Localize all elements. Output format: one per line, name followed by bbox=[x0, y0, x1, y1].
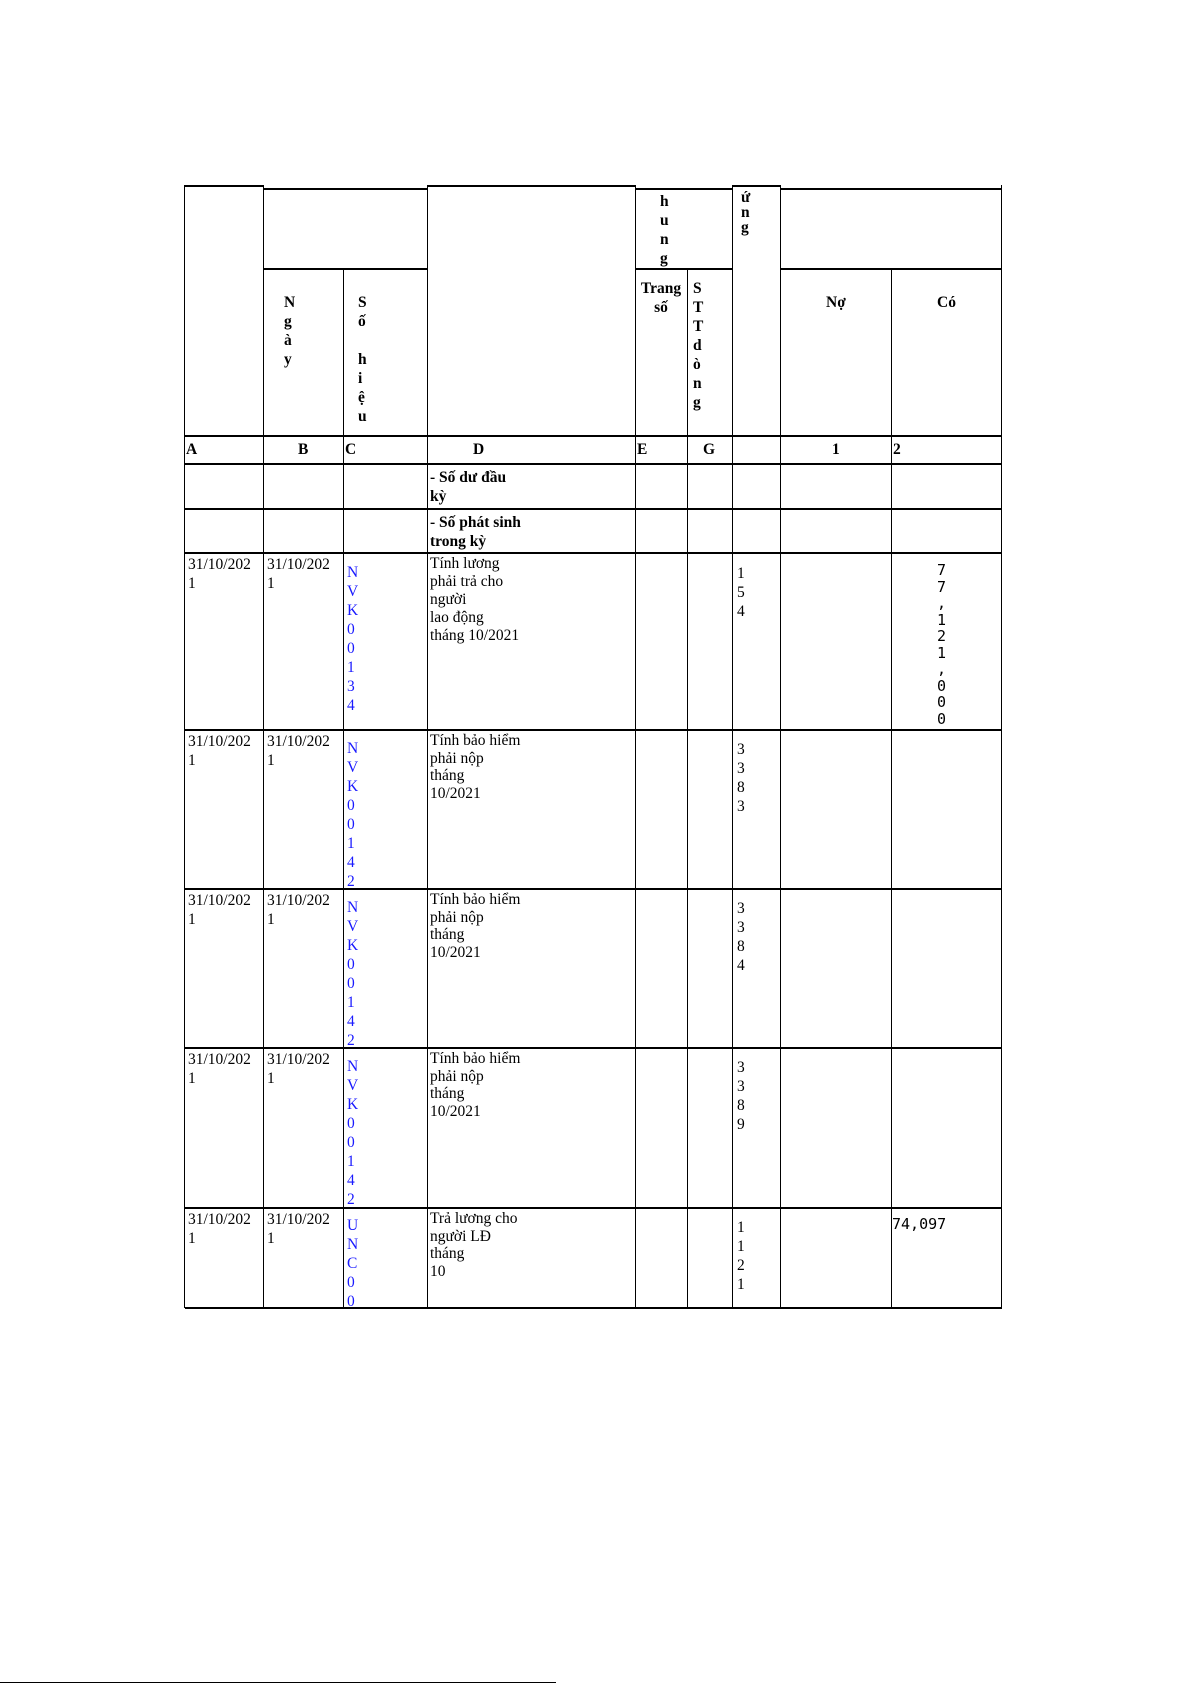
row-account: 3 3 8 3 bbox=[737, 741, 745, 815]
row-credit: 74,097 bbox=[892, 1215, 947, 1233]
rule bbox=[427, 185, 428, 1308]
rule bbox=[185, 185, 263, 187]
header-contra-partial: ứ n g bbox=[741, 189, 751, 236]
row-description: Trả lương cho người LĐ tháng 10 bbox=[430, 1210, 518, 1280]
rule bbox=[263, 268, 427, 270]
rule bbox=[185, 463, 1002, 465]
row-description: Tính bảo hiểm phải nộp tháng 10/2021 bbox=[430, 732, 521, 802]
row-date: 31/10/202 1 bbox=[188, 892, 251, 928]
header-stt-dong: S T T d ò n g bbox=[693, 280, 704, 411]
row-description: Tính lương phải trả cho người lao động tháng 10/2021 bbox=[430, 555, 520, 644]
row-doc-link[interactable]: U N C 0 0 bbox=[347, 1217, 359, 1310]
rule bbox=[263, 188, 427, 190]
header-group-partial: h u n g bbox=[660, 193, 669, 267]
row-description: Tính bảo hiểm phải nộp tháng 10/2021 bbox=[430, 891, 521, 961]
rule bbox=[185, 552, 1002, 554]
code-1: 1 bbox=[832, 441, 840, 458]
rule bbox=[185, 729, 1002, 731]
code-e: E bbox=[637, 441, 648, 458]
code-b: B bbox=[298, 441, 309, 458]
rule bbox=[185, 435, 1002, 437]
header-trang-so: Trang số bbox=[640, 280, 682, 316]
code-2: 2 bbox=[893, 441, 901, 458]
rule bbox=[891, 268, 892, 1308]
row-doc-date: 31/10/202 1 bbox=[267, 892, 330, 928]
rule bbox=[687, 268, 688, 1308]
rule bbox=[185, 1307, 1002, 1309]
row-date: 31/10/202 1 bbox=[188, 556, 251, 592]
rule bbox=[343, 268, 344, 1308]
row-doc-link[interactable]: N V K 0 0 1 3 4 bbox=[347, 564, 359, 714]
rule bbox=[184, 185, 185, 1308]
rule bbox=[635, 268, 732, 270]
rule bbox=[635, 185, 636, 1308]
rule bbox=[185, 1047, 1002, 1049]
rule bbox=[185, 1207, 1002, 1209]
rule bbox=[427, 185, 635, 187]
row-credit: 7 7 , 1 2 1 , 0 0 0 bbox=[937, 561, 947, 728]
opening-balance-label: - Số dư đầu kỳ bbox=[430, 469, 507, 505]
rule bbox=[185, 888, 1002, 890]
row-doc-link[interactable]: N V K 0 0 1 4 2 bbox=[347, 899, 359, 1049]
header-no: Nợ bbox=[826, 294, 846, 311]
code-c: C bbox=[345, 441, 357, 458]
rule bbox=[780, 185, 781, 1308]
row-date: 31/10/202 1 bbox=[188, 1051, 251, 1087]
header-so-hieu: S ố h i ệ u bbox=[358, 294, 367, 425]
rule bbox=[635, 188, 732, 190]
row-account: 3 3 8 9 bbox=[737, 1059, 745, 1133]
header-co: Có bbox=[937, 294, 956, 311]
row-account: 3 3 8 4 bbox=[737, 900, 745, 974]
code-g: G bbox=[703, 441, 716, 458]
row-doc-date: 31/10/202 1 bbox=[267, 1211, 330, 1247]
row-date: 31/10/202 1 bbox=[188, 733, 251, 769]
row-account: 1 1 2 1 bbox=[737, 1219, 745, 1293]
row-date: 31/10/202 1 bbox=[188, 1211, 251, 1247]
rule bbox=[732, 185, 780, 187]
header-ngay: N g à y bbox=[284, 294, 296, 368]
rule bbox=[780, 188, 1002, 190]
code-d: D bbox=[473, 441, 485, 458]
rule bbox=[732, 185, 733, 1308]
row-doc-date: 31/10/202 1 bbox=[267, 733, 330, 769]
row-account: 1 5 4 bbox=[737, 565, 745, 620]
footer-rule bbox=[0, 1682, 556, 1683]
code-a: A bbox=[186, 441, 198, 458]
row-doc-link[interactable]: N V K 0 0 1 4 2 bbox=[347, 740, 359, 890]
rule bbox=[1001, 185, 1002, 1308]
rule bbox=[263, 185, 264, 1308]
rule bbox=[185, 508, 1002, 510]
period-activity-label: - Số phát sinh trong kỳ bbox=[430, 514, 521, 550]
row-doc-link[interactable]: N V K 0 0 1 4 2 bbox=[347, 1058, 359, 1208]
row-doc-date: 31/10/202 1 bbox=[267, 556, 330, 592]
row-description: Tính bảo hiểm phải nộp tháng 10/2021 bbox=[430, 1050, 521, 1120]
row-doc-date: 31/10/202 1 bbox=[267, 1051, 330, 1087]
